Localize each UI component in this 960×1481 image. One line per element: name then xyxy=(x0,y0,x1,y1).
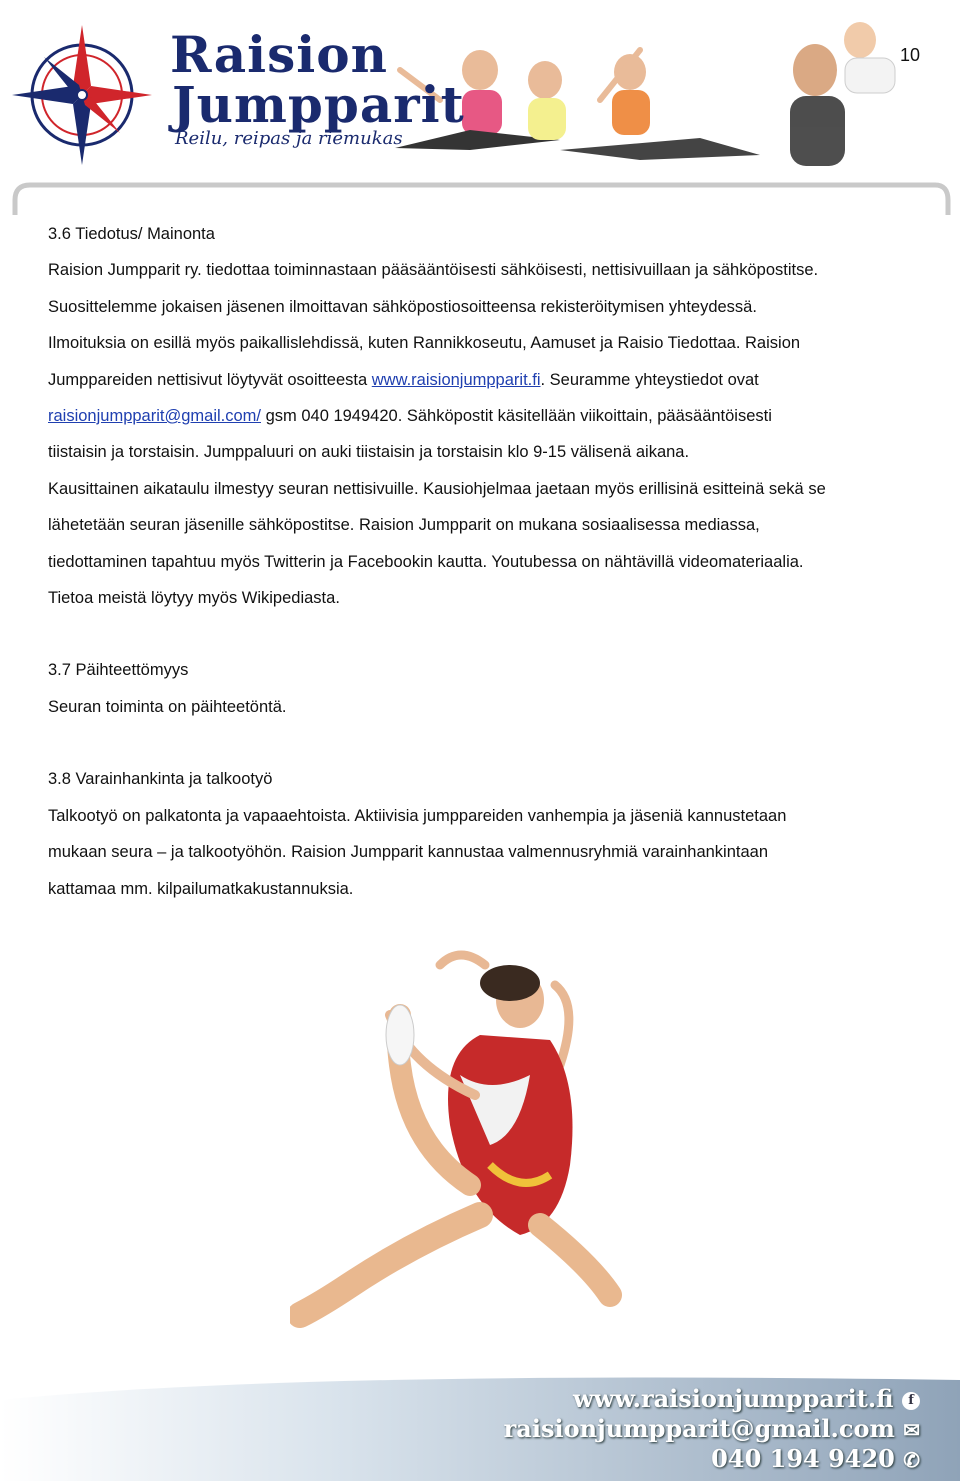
logo-line-1: Raision xyxy=(170,25,388,84)
paragraph-line xyxy=(48,398,928,434)
text-fragment: . Seuramme yhteystiedot ovat xyxy=(540,370,759,389)
envelope-icon: ✉ xyxy=(903,1418,920,1442)
paragraph-line: Talkootyö on palkatonta ja vapaaehtoista. Aktiivisia jumppareiden vanhempia ja jäseniä kannustetaan xyxy=(48,806,787,825)
paragraph-line: Suosittelemme jokaisen jäsenen ilmoittavan sähköpostiosoitteensa rekisteröitymisen yhteydessä. xyxy=(48,297,757,316)
website-link[interactable]: www.raisionjumpparit.fi xyxy=(371,370,541,389)
paragraph-line: Kausittainen aikataulu ilmestyy seuran nettisivuille. Kausiohjelmaa jaetaan myös erillisinä esitteinä sekä se xyxy=(48,479,826,498)
footer-website xyxy=(573,1384,920,1413)
text-fragment: Jumppareiden nettisivut löytyvät osoitteesta xyxy=(48,370,372,389)
paragraph-line: mukaan seura – ja talkootyöhön. Raision Jumpparit kannustaa valmennusryhmiä varainhankintaan xyxy=(48,843,768,862)
paragraph-line: lähetetään seuran jäsenille sähköpostitse. Raision Jumpparit on mukana sosiaalisessa mediassa, xyxy=(48,516,760,535)
paragraph-line: Raision Jumpparit ry. tiedottaa toiminnastaan pääsääntöisesti sähköisesti, nettisivuillaan ja sähköpostitse. xyxy=(48,261,819,280)
section-spacer xyxy=(48,616,928,652)
section-heading-3-8: 3.8 Varainhankinta ja talkootyö xyxy=(48,770,273,789)
paragraph-line: Tietoa meistä löytyy myös Wikipediasta. xyxy=(48,589,340,608)
page-footer xyxy=(0,1370,960,1481)
paragraph-line xyxy=(48,362,928,398)
document-body xyxy=(48,216,928,907)
section-heading-3-7: 3.7 Päihteettömyys xyxy=(48,661,189,680)
logo-line-2: Jumpparit xyxy=(172,75,465,134)
page-number: 10 xyxy=(899,45,920,65)
footer-email xyxy=(504,1414,920,1443)
logo-wordmark xyxy=(170,25,465,134)
gymnast-photo xyxy=(290,945,630,1345)
paragraph-line: tiistaisin ja torstaisin. Jumppaluuri on auki tiistaisin ja torstaisin klo 9-15 välisenä aikana. xyxy=(48,443,690,462)
paragraph-line: kattamaa mm. kilpailumatkakustannuksia. xyxy=(48,879,354,898)
paragraph-line: tiedottaminen tapahtuu myös Twitterin ja Facebookin kautta. Youtubessa on nähtävillä videomateriaalia. xyxy=(48,552,804,571)
email-link[interactable]: raisionjumpparit@gmail.com/ xyxy=(48,407,261,426)
header-graphics xyxy=(0,0,960,215)
phone-icon: ✆ xyxy=(903,1448,920,1472)
footer-phone xyxy=(711,1444,920,1473)
paragraph-line: Seuran toiminta on päihteetöntä. xyxy=(48,697,287,716)
text-fragment: gsm 040 1949420. Sähköpostit käsitellään viikoittain, pääsääntöisesti xyxy=(261,407,772,426)
footer-email-text: raisionjumpparit@gmail.com xyxy=(503,1414,895,1443)
info-icon: f xyxy=(902,1392,920,1410)
section-heading-3-6: 3.6 Tiedotus/ Mainonta xyxy=(48,225,215,243)
paragraph-line: Ilmoituksia on esillä myös paikallislehdissä, kuten Rannikkoseutu, Aamuset ja Raisio Tiedottaa. Raision xyxy=(48,334,801,353)
exercise-photo xyxy=(395,22,895,166)
logo-slogan: Reilu, reipas ja riemukas xyxy=(175,128,403,149)
section-spacer xyxy=(48,725,928,761)
page-header xyxy=(0,0,960,215)
footer-phone-text: 040 194 9420 xyxy=(711,1444,895,1473)
footer-website-text: www.raisionjumpparit.fi xyxy=(573,1384,894,1413)
compass-logo-icon xyxy=(12,25,152,165)
